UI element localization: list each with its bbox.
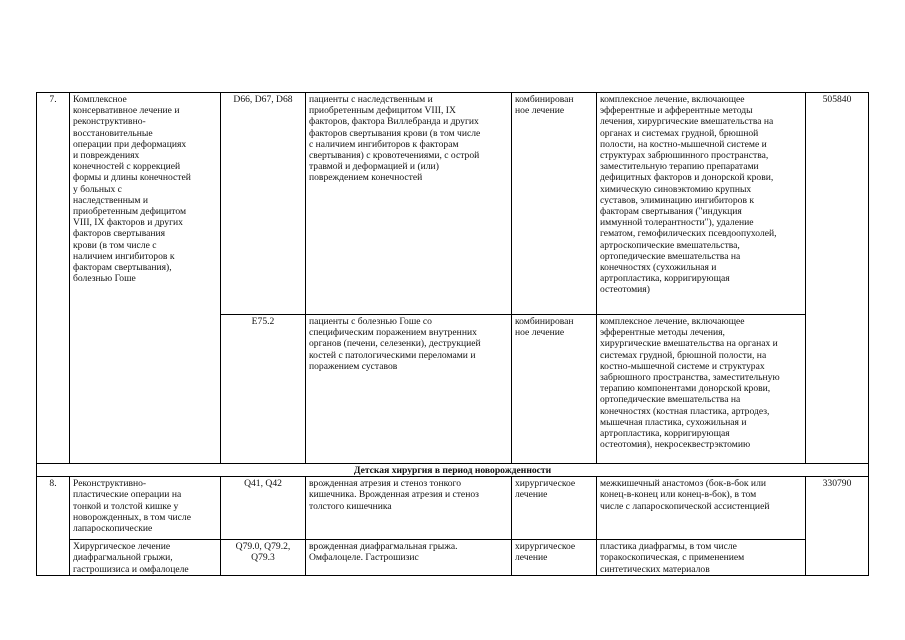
section-row — [37, 464, 869, 477]
patient-model: пациенты с наследственным и приобретенным дефицитом VIII, IX факторов, фактора Виллебранда и других факторов свертывания крови (в том числе с наличием ингибиторов к факторам свертывания) с кровотечениями, с острой травмой и деформацией и (или) повреждением конечностей — [306, 93, 512, 315]
treatment-type: комбинирован ное лечение — [512, 315, 597, 464]
table-row — [37, 477, 869, 540]
row-number: 8. — [37, 477, 70, 576]
treatment-method: межкишечный анастомоз (бок-в-бок или конец-в-конец или конец-в-бок), в том числе с лапароскопической ассистенцией — [597, 477, 806, 540]
table-row — [37, 540, 869, 576]
treatment-type: хирургическое лечение — [512, 540, 597, 576]
treatment-method: пластика диафрагмы, в том числе торакоскопическая, с применением синтетических материалов — [597, 540, 806, 576]
services-table — [36, 92, 869, 576]
financial-standard: 330790 — [806, 477, 869, 576]
diagnosis-codes: D66, D67, D68 — [221, 93, 306, 315]
treatment-type: хирургическое лечение — [512, 477, 597, 540]
diagnosis-codes: E75.2 — [221, 315, 306, 464]
diagnosis-codes: Q79.0, Q79.2, Q79.3 — [221, 540, 306, 576]
table-row — [37, 93, 869, 315]
patient-model: врожденная диафрагмальная грыжа. Омфалоцеле. Гастрошизис — [306, 540, 512, 576]
section-title: Детская хирургия в период новорожденности — [37, 464, 869, 477]
treatment-method: комплексное лечение, включающее эфферентные методы лечения, хирургические вмешательства на органах и системах грудной, брюшной полости, на костно-мышечной системе и структурах забрюшного пространства, заместительную терапию компонентами донорской крови, ортопедические вмешательства на конечностях (костная пластика, артродез, мышечная пластика, сухожильная и артропластика, корригирующая остеотомия), некросеквестрэктомию — [597, 315, 806, 464]
treatment-type: комбинирован ное лечение — [512, 93, 597, 315]
service-name: Хирургическое лечение диафрагмальной грыжи, гастрошизиса и омфалоцеле — [70, 540, 221, 576]
service-name: Реконструктивно- пластические операции на тонкой и толстой кишке у новорожденных, в том числе лапароскопические — [70, 477, 221, 540]
service-name: Комплексное консервативное лечение и реконструктивно- восстановительные операции при деформациях и повреждениях конечностей с коррекцией формы и длины конечностей у больных с наследственным и приобретенным дефицитом VIII, IX факторов и других факторов свертывания крови (в том числе с наличием ингибиторов к факторам свертывания), болезнью Гоше — [70, 93, 221, 464]
patient-model: врожденная атрезия и стеноз тонкого кишечника. Врожденная атрезия и стеноз толстого кишечника — [306, 477, 512, 540]
diagnosis-codes: Q41, Q42 — [221, 477, 306, 540]
row-number: 7. — [37, 93, 70, 464]
financial-standard: 505840 — [806, 93, 869, 464]
treatment-method: комплексное лечение, включающее эфферентные и афферентные методы лечения, хирургические вмешательства на органах и системах грудной, брюшной полости, на костно-мышечной системе и структурах забрюшинного пространства, заместительную терапию препаратами дефицитных факторов и донорской крови, химическую синовэктомию крупных суставов, элиминацию ингибиторов к факторам свертывания ("индукция иммунной толерантности"), удаление гематом, гемофилических псевдоопухолей, артроскопические вмешательства, ортопедические вмешательства на конечностях (сухожильная и артропластика, корригирующая остеотомия) — [597, 93, 806, 315]
patient-model: пациенты с болезнью Гоше со специфическим поражением внутренних органов (печени, селезенки), деструкцией костей с патологическими переломами и поражением суставов — [306, 315, 512, 464]
